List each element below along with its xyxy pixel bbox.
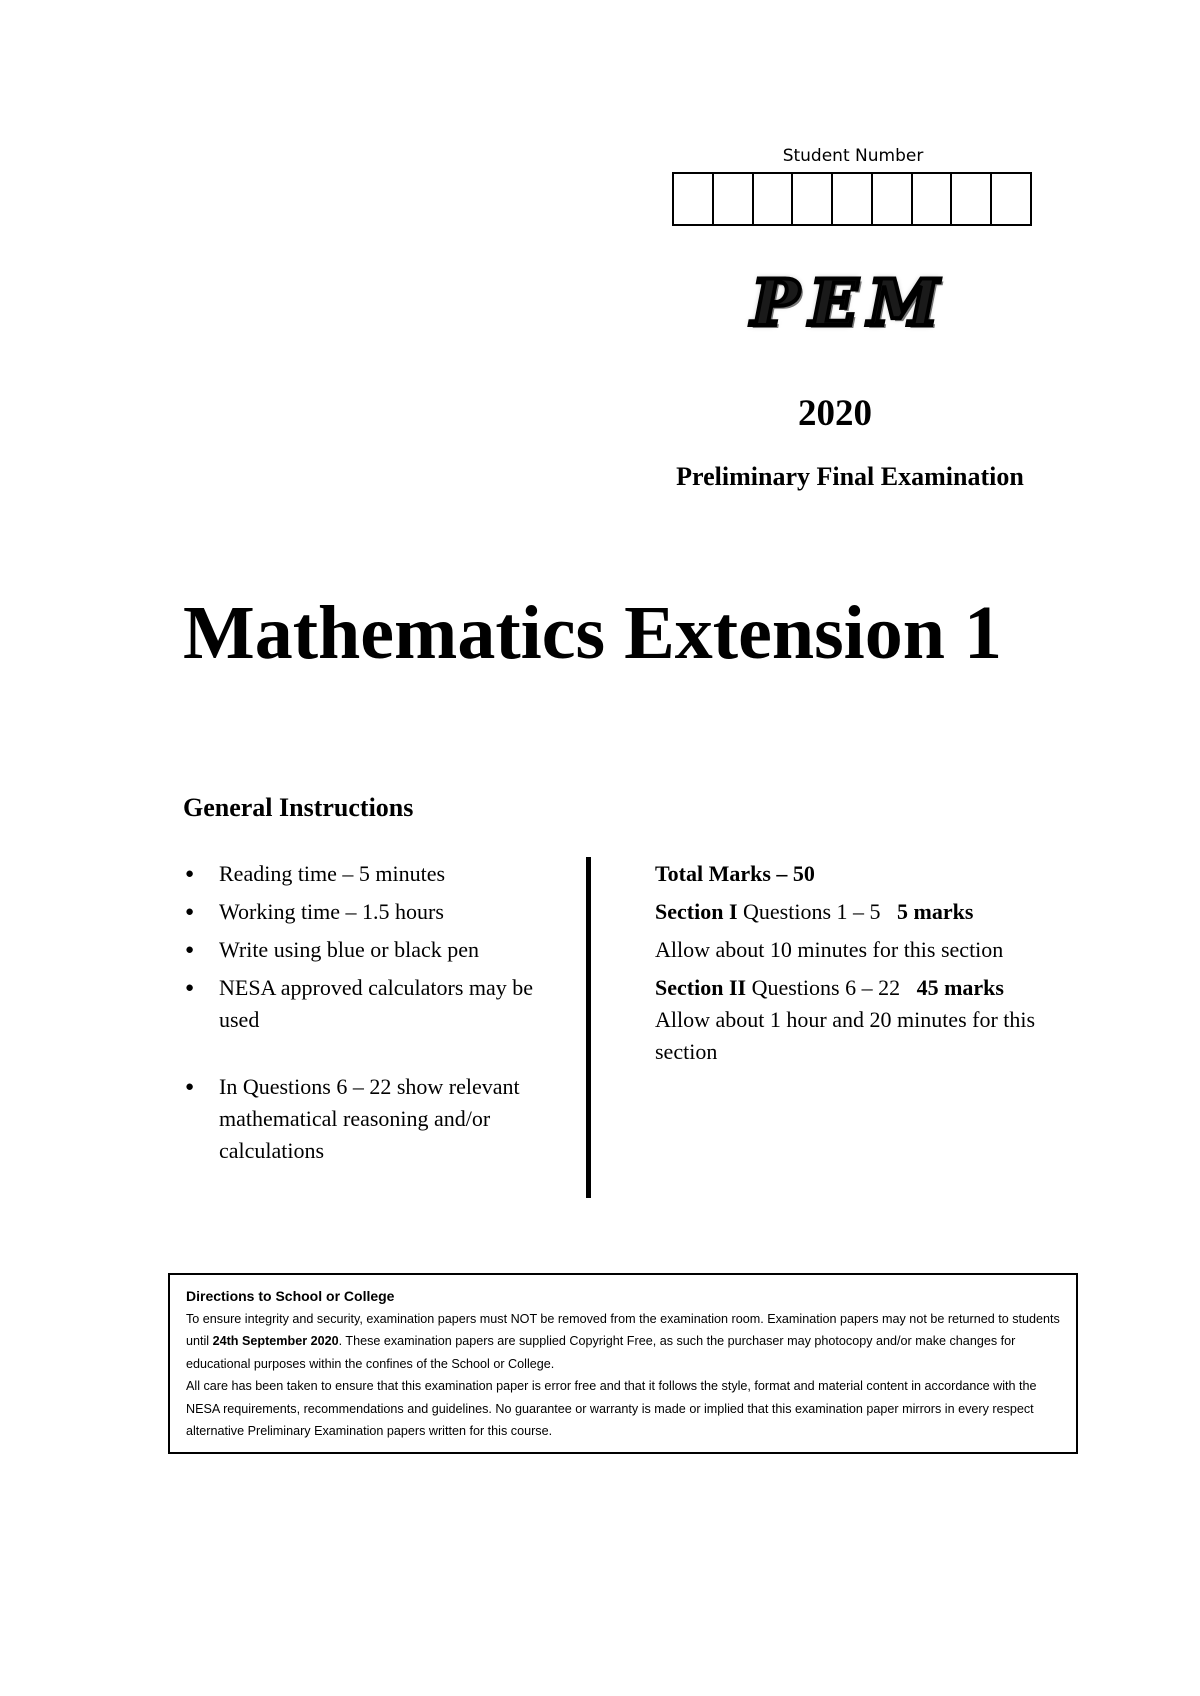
instruction-item: ● Working time – 1.5 hours: [183, 896, 563, 928]
student-number-cell[interactable]: [793, 174, 833, 224]
section1-marks: 5 marks: [897, 899, 974, 924]
instruction-item: ● Reading time – 5 minutes: [183, 858, 563, 890]
directions-heading: Directions to School or College: [186, 1288, 395, 1304]
return-date: 24th September 2020: [212, 1334, 339, 1348]
column-divider: [586, 857, 591, 1198]
instruction-item: ● Write using blue or black pen: [183, 934, 563, 966]
student-number-boxes[interactable]: [672, 172, 1032, 226]
general-instructions-heading: General Instructions: [183, 793, 414, 822]
student-number-cell[interactable]: [992, 174, 1030, 224]
student-number-label: Student Number: [782, 146, 924, 166]
directions-box: [168, 1273, 1078, 1454]
student-number-cell[interactable]: [754, 174, 794, 224]
section2-time: Allow about 1 hour and 20 minutes for this section: [655, 1007, 1036, 1064]
instruction-item: ● In Questions 6 – 22 show relevant mathematical reasoning and/or calculations: [183, 1071, 563, 1167]
section2-marks: 45 marks: [916, 975, 1004, 1000]
instruction-item: ● NESA approved calculators may be used: [183, 972, 563, 1036]
pem-logo: PEM: [751, 266, 949, 341]
student-number-cell[interactable]: [714, 174, 754, 224]
student-number-cell[interactable]: [952, 174, 992, 224]
directions-paragraph-1: [186, 1308, 1060, 1376]
instructions-list: [183, 858, 563, 1173]
student-number-cell[interactable]: [833, 174, 873, 224]
student-number-cell[interactable]: [674, 174, 714, 224]
directions-text: . These examination papers are supplied Copyright Free, as such the purchaser may photocopy and/or make changes for educational purposes within the confines of the School or College.: [186, 1334, 1016, 1371]
total-marks: Total Marks – 50: [655, 861, 815, 886]
section1-questions: Questions 1 – 5: [743, 899, 881, 924]
exam-year: 2020: [798, 393, 872, 434]
marks-summary: [655, 858, 1055, 1074]
section1-time: Allow about 10 minutes for this section: [655, 937, 1004, 962]
student-number-cell[interactable]: [913, 174, 953, 224]
section1-title: Section I: [655, 899, 738, 924]
directions-paragraph-2: All care has been taken to ensure that this examination paper is error free and that it follows the style, format and material content in accordance with the NESA requirements, recommendations and guidelines. No guarantee or warranty is made or implied that this examination paper mirrors in every respect alternative Preliminary Examination papers written for this course.: [186, 1379, 1037, 1438]
directions-text: To ensure integrity and security, examination papers must NOT be removed from the examination room. Examination papers may not be returned to students until: [186, 1311, 1060, 1348]
subject-title: Mathematics Extension 1: [183, 591, 1003, 675]
exam-name: Preliminary Final Examination: [676, 462, 1024, 491]
section2-questions: Questions 6 – 22: [751, 975, 901, 1000]
section2-title: Section II: [655, 975, 747, 1000]
student-number-cell[interactable]: [873, 174, 913, 224]
